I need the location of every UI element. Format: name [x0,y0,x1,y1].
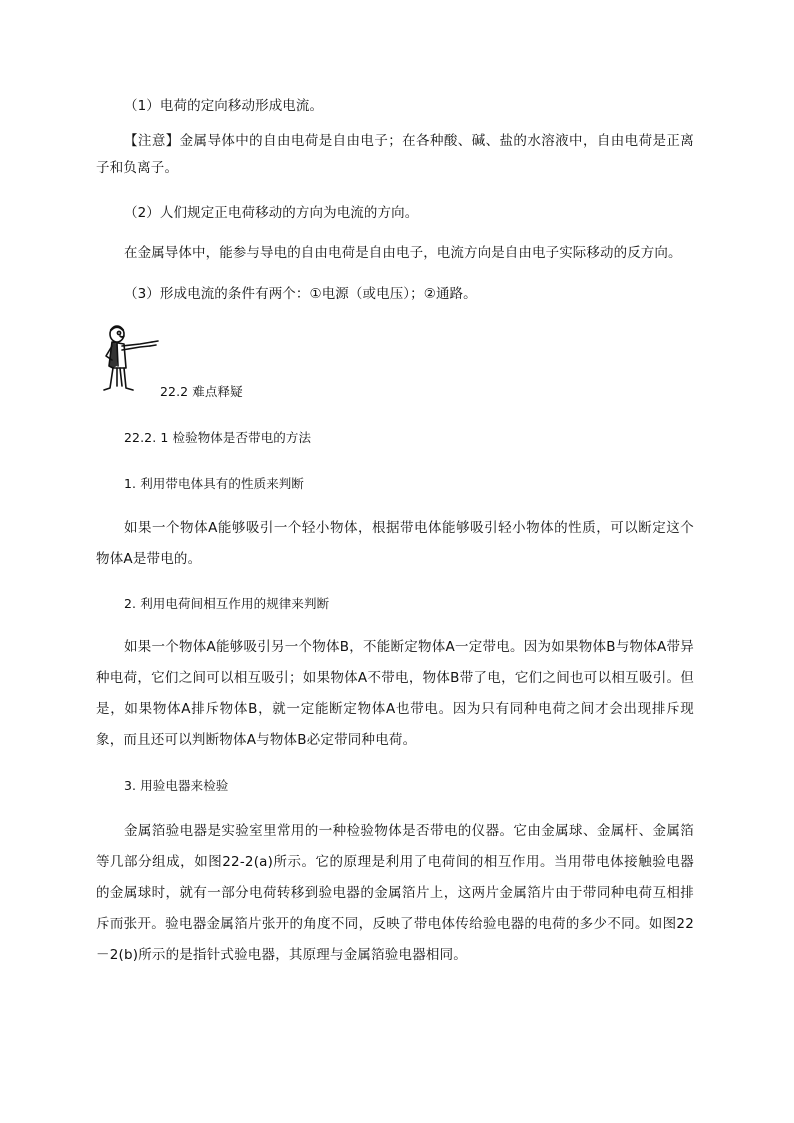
section-title: 22.2 难点释疑 [160,384,243,399]
note-label: 【注意】 [124,133,180,149]
method-1-text: 如果一个物体A能够吸引一个轻小物体，根据带电体能够吸引轻小物体的性质，可以断定这个物体A是带电的。 [96,520,694,567]
subsection-title: 22.2. 1 检验物体是否带电的方法 [124,430,312,445]
statement-2: （2）人们规定正电荷移动的方向为电流的方向。 [124,205,419,221]
statement-2-detail: 在金属导体中，能参与导电的自由电荷是自由电子，电流方向是自由电子实际移动的反方向。 [124,245,682,261]
method-2-text: 如果一个物体A能够吸引另一个物体B，不能断定物体A一定带电。因为如果物体B与物体A带异种电荷，它们之间可以相互吸引；如果物体A不带电，物体B带了电，它们之间也可以相互吸引。但是，如果物体A排斥物体B，就一定能断定物体A也带电。因为只有同种电荷之间才会出现排斥现象，而且还可以判断物体A与物体B必定带同种电荷。 [96,639,694,748]
note-text: 金属导体中的自由电荷是自由电子；在各种酸、碱、盐的水溶液中，自由电荷是正离子和负离子。 [96,133,694,176]
method-2-title: 2. 利用电荷间相互作用的规律来判断 [124,596,330,611]
method-3-title: 3. 用验电器来检验 [124,778,229,793]
statement-1: （1）电荷的定向移动形成电流。 [124,98,324,114]
statement-3: （3）形成电流的条件有两个：①电源（或电压）；②通路。 [124,286,477,302]
method-1-title: 1. 利用带电体具有的性质来判断 [124,476,305,491]
method-3-text: 金属箔验电器是实验室里常用的一种检验物体是否带电的仪器。它由金属球、金属杆、金属箔等几部分组成，如图22-2(a)所示。它的原理是利用了电荷间的相互作用。当用带电体接触验电器的金属球时，就有一部分电荷转移到验电器的金属箔片上，这两片金属箔片由于带同种电荷互相排斥而张开。验电器金属箔片张开的角度不同，反映了带电体传给验电器的电荷的多少不同。如图22－2(b)所示的是指针式验电器，其原理与金属箔验电器相同。 [96,823,694,963]
pointing-man-icon [100,322,162,394]
note-paragraph [96,128,694,182]
